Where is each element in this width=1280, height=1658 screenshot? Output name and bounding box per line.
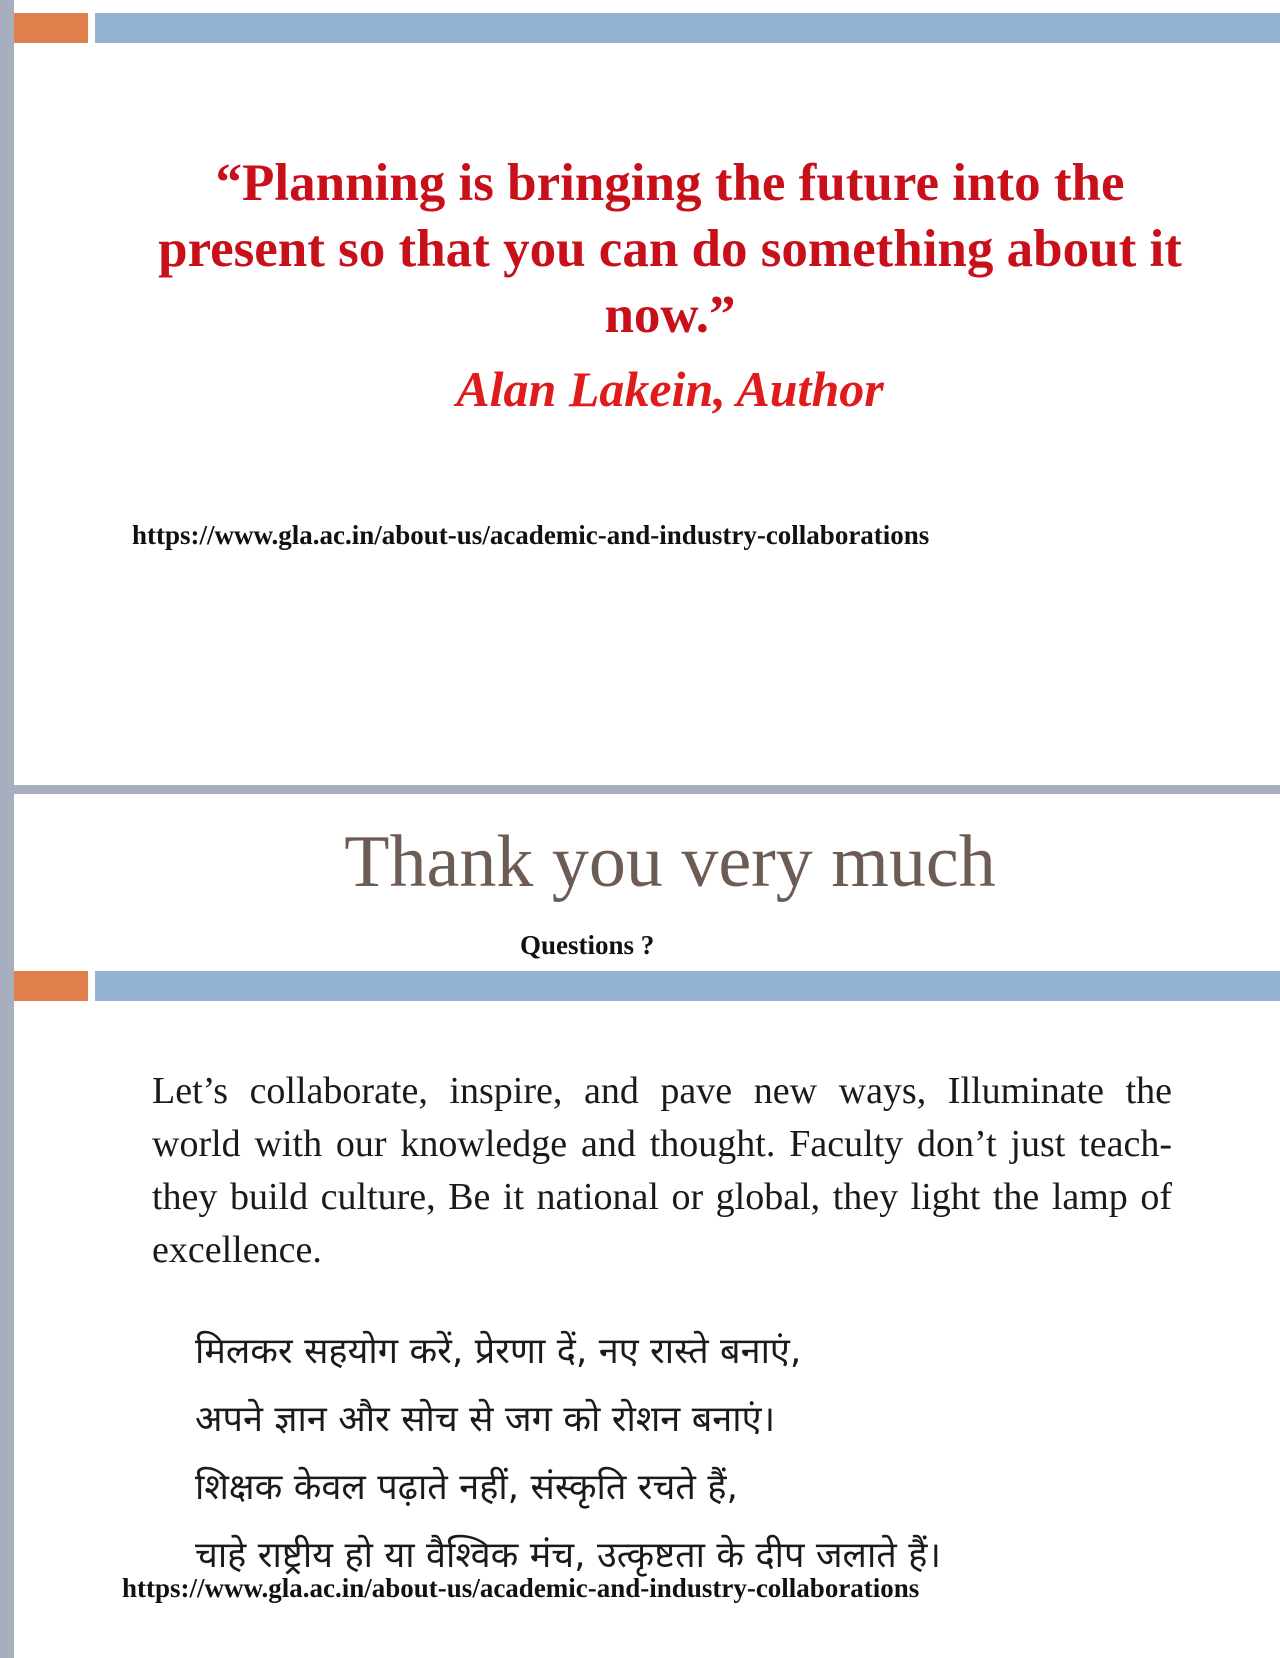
slide3-accent-bar	[95, 971, 1280, 1001]
thank-you-title: Thank you very much	[344, 821, 996, 903]
left-rail	[0, 0, 14, 1658]
slide-divider	[14, 785, 1280, 794]
quote-author: Alan Lakein, Author	[456, 361, 884, 417]
collaboration-paragraph: Let’s collaborate, inspire, and pave new ways, Illuminate the world with our knowledge and thought. Faculty don’t just teach-they build culture, Be it national or global, they light the lamp of excellence.	[152, 1070, 1172, 1271]
hindi-line: शिक्षक केवल पढ़ाते नहीं, संस्कृति रचते हैं,	[195, 1467, 738, 1508]
slide1-url: https://www.gla.ac.in/about-us/academic-and-industry-collaborations	[132, 520, 930, 550]
hindi-line: मिलकर सहयोग करें, प्रेरणा दें, नए रास्ते बनाएं,	[195, 1331, 802, 1372]
slide1-accent-bar	[95, 13, 1280, 43]
slide3-url: https://www.gla.ac.in/about-us/academic-and-industry-collaborations	[122, 1573, 920, 1603]
hindi-line: अपने ज्ञान और सोच से जग को रोशन बनाएं।	[195, 1399, 776, 1440]
slide3-accent-block	[14, 971, 88, 1001]
hindi-poem	[195, 1318, 941, 1590]
slide1-accent-block	[14, 13, 88, 43]
hindi-line: चाहे राष्ट्रीय हो या वैश्विक मंच, उत्कृष्टता के दीप जलाते हैं।	[195, 1535, 942, 1576]
questions-label: Questions ?	[520, 930, 655, 960]
quote-text: “Planning is bringing the future into the present so that you can do something about it now.”	[158, 154, 1182, 344]
